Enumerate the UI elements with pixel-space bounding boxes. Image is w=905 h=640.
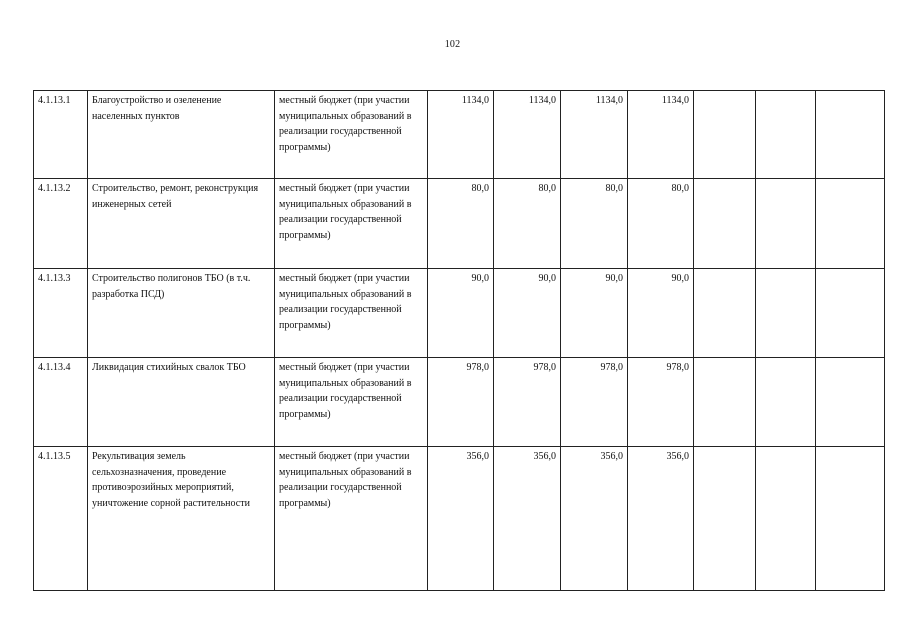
empty-cell [694,179,756,269]
row-name: Строительство, ремонт, реконструкция инженерных сетей [88,179,275,269]
empty-cell [694,358,756,447]
table-row [34,179,885,269]
empty-cell [756,269,816,358]
empty-cell [694,447,756,591]
budget-table [33,90,885,591]
table-row [34,447,885,591]
table-row [34,358,885,447]
row-source: местный бюджет (при участии муниципальных образований в реализации государственной программы) [275,91,428,179]
row-value: 1134,0 [628,91,694,179]
row-code: 4.1.13.3 [34,269,88,358]
row-source: местный бюджет (при участии муниципальных образований в реализации государственной программы) [275,358,428,447]
row-value: 90,0 [494,269,561,358]
row-value: 90,0 [428,269,494,358]
empty-cell [816,358,885,447]
row-code: 4.1.13.1 [34,91,88,179]
row-source: местный бюджет (при участии муниципальных образований в реализации государственной программы) [275,269,428,358]
row-value: 80,0 [494,179,561,269]
row-value: 978,0 [628,358,694,447]
row-value: 90,0 [628,269,694,358]
row-value: 978,0 [561,358,628,447]
row-value: 80,0 [428,179,494,269]
row-source: местный бюджет (при участии муниципальных образований в реализации государственной программы) [275,179,428,269]
row-value: 356,0 [428,447,494,591]
row-value: 1134,0 [494,91,561,179]
row-value: 90,0 [561,269,628,358]
row-code: 4.1.13.4 [34,358,88,447]
row-value: 80,0 [561,179,628,269]
row-value: 80,0 [628,179,694,269]
row-source: местный бюджет (при участии муниципальных образований в реализации государственной программы) [275,447,428,591]
table-row [34,269,885,358]
row-value: 356,0 [628,447,694,591]
row-value: 978,0 [428,358,494,447]
empty-cell [816,91,885,179]
empty-cell [756,179,816,269]
empty-cell [756,447,816,591]
row-name: Строительство полигонов ТБО (в т.ч. разработка ПСД) [88,269,275,358]
empty-cell [816,269,885,358]
row-value: 1134,0 [428,91,494,179]
page-number: 102 [444,39,461,50]
row-code: 4.1.13.5 [34,447,88,591]
row-code: 4.1.13.2 [34,179,88,269]
empty-cell [816,179,885,269]
empty-cell [756,358,816,447]
empty-cell [694,91,756,179]
row-value: 1134,0 [561,91,628,179]
empty-cell [816,447,885,591]
empty-cell [694,269,756,358]
empty-cell [756,91,816,179]
table-row [34,91,885,179]
row-name: Рекультивация земель сельхозназначения, проведение противоэрозийных мероприятий, уничтожение сорной растительности [88,447,275,591]
row-value: 356,0 [494,447,561,591]
row-name: Ликвидация стихийных свалок ТБО [88,358,275,447]
row-value: 978,0 [494,358,561,447]
row-name: Благоустройство и озеленение населенных пунктов [88,91,275,179]
row-value: 356,0 [561,447,628,591]
